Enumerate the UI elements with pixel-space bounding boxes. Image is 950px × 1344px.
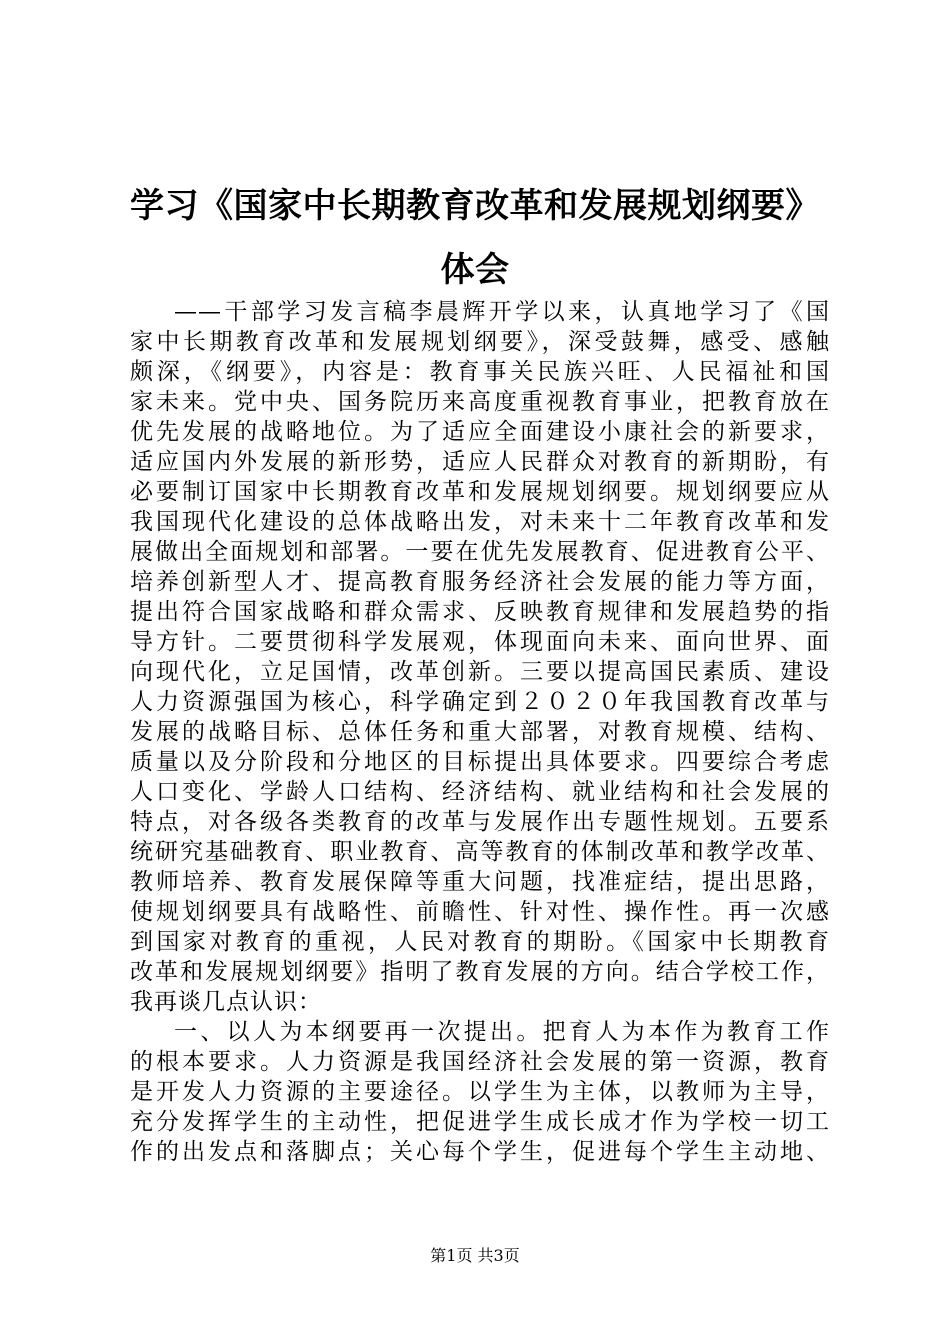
body-line: 优先发展的战略地位。为了适应全面建设小康社会的新要求，: [130, 419, 830, 445]
body-line: ——干部学习发言稿李晨辉开学以来，认真地学习了《国: [174, 299, 830, 325]
body-line: 必要制订国家中长期教育改革和发展规划纲要。规划纲要应从: [130, 479, 830, 505]
body-line: 导方针。二要贯彻科学发展观，体现面向未来、面向世界、面: [130, 629, 830, 655]
body-line: 家未来。党中央、国务院历来高度重视教育事业，把教育放在: [130, 389, 830, 415]
body-line: 充分发挥学生的主动性，把促进学生成长成才作为学校一切工: [130, 1109, 830, 1135]
body-line: 提出符合国家战略和群众需求、反映教育规律和发展趋势的指: [130, 599, 830, 625]
body-line: 展做出全面规划和部署。一要在优先发展教育、促进教育公平、: [130, 539, 830, 565]
body-line: 发展的战略目标、总体任务和重大部署，对教育规模、结构、: [130, 719, 830, 745]
body-line: 人力资源强国为核心，科学确定到２０２０年我国教育改革与: [130, 689, 830, 715]
body-line: 培养创新型人才、提高教育服务经济社会发展的能力等方面，: [130, 569, 830, 595]
body-line: 我国现代化建设的总体战略出发，对未来十二年教育改革和发: [130, 509, 830, 535]
body-line: 改革和发展规划纲要》指明了教育发展的方向。结合学校工作，: [130, 959, 830, 985]
page-footer: 第1页 共3页: [430, 1246, 520, 1265]
body-line: 适应国内外发展的新形势，适应人民群众对教育的新期盼，有: [130, 449, 830, 475]
body-line: 家中长期教育改革和发展规划纲要》，深受鼓舞，感受、感触: [130, 329, 830, 355]
body-line: 统研究基础教育、职业教育、高等教育的体制改革和教学改革、: [130, 839, 830, 865]
body-line: 使规划纲要具有战略性、前瞻性、针对性、操作性。再一次感: [130, 899, 830, 925]
body-line: 一、以人为本纲要再一次提出。把育人为本作为教育工作: [174, 1019, 830, 1045]
body-line: 是开发人力资源的主要途径。以学生为主体，以教师为主导，: [130, 1079, 830, 1105]
body-line: 质量以及分阶段和分地区的目标提出具体要求。四要综合考虑: [130, 749, 830, 775]
body-line: 作的出发点和落脚点；关心每个学生，促进每个学生主动地、: [130, 1139, 830, 1165]
document-title-line-2: 体会: [440, 250, 510, 290]
document-body: [130, 297, 830, 1167]
body-line: 人口变化、学龄人口结构、经济结构、就业结构和社会发展的: [130, 779, 830, 805]
body-line: 颇深，《纲要》，内容是：教育事关民族兴旺、人民福祉和国: [130, 359, 830, 385]
body-line: 到国家对教育的重视，人民对教育的期盼。《国家中长期教育: [130, 929, 830, 955]
body-line: 教师培养、教育发展保障等重大问题，找准症结，提出思路，: [130, 869, 830, 895]
body-line: 我再谈几点认识：: [130, 989, 322, 1015]
body-line: 特点，对各级各类教育的改革与发展作出专题性规划。五要系: [130, 809, 830, 835]
document-title-line-1: 学习《国家中长期教育改革和发展规划纲要》: [130, 186, 820, 226]
body-line: 向现代化，立足国情，改革创新。三要以提高国民素质、建设: [130, 659, 830, 685]
body-line: 的根本要求。人力资源是我国经济社会发展的第一资源，教育: [130, 1049, 830, 1075]
